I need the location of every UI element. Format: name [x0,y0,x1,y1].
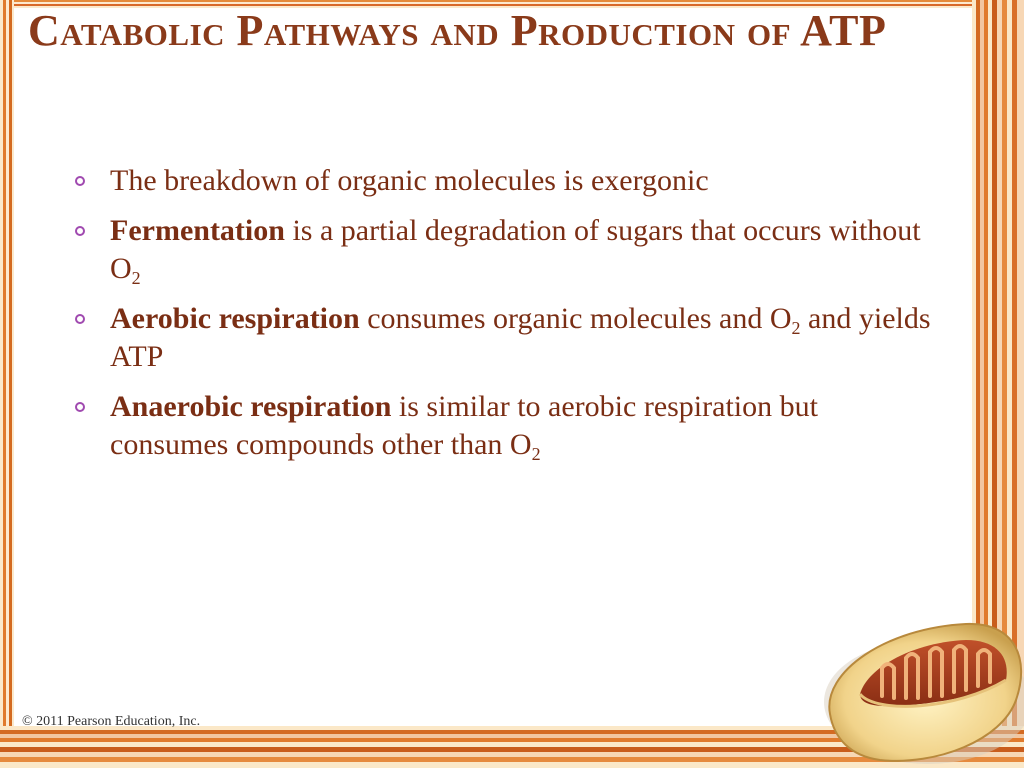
bullet-text: is similar to aerobic respiration but consumes compounds other than O [110,390,818,461]
bullet-term: Aerobic respiration [110,302,360,335]
bullet-icon [75,176,85,186]
bullet-text: consumes organic molecules and O [359,302,792,335]
bullet-icon [75,402,85,412]
bullet-icon [75,226,85,236]
bullet-item-1 [72,162,932,200]
bullet-icon [75,314,85,324]
bullet-text: is a partial degradation of sugars that occurs without O [110,214,921,285]
subscript: 2 [791,318,801,338]
copyright-notice: © 2011 Pearson Education, Inc. [22,714,201,729]
left-border [0,0,14,768]
mitochondrion-icon [816,610,1024,768]
slide-title: Catabolic Pathways and Production of ATP [28,6,887,55]
bullet-item-2 [72,212,932,288]
bullet-tail: and yields ATP [110,302,931,373]
bullet-item-3 [72,300,932,376]
bullet-term: Fermentation [110,214,285,247]
subscript: 2 [131,268,141,288]
bullet-term: Anaerobic respiration [110,390,392,423]
bullet-list [72,162,932,476]
bullet-text: The breakdown of organic molecules is exergonic [110,164,709,197]
subscript: 2 [531,444,541,464]
bullet-item-4 [72,388,932,464]
